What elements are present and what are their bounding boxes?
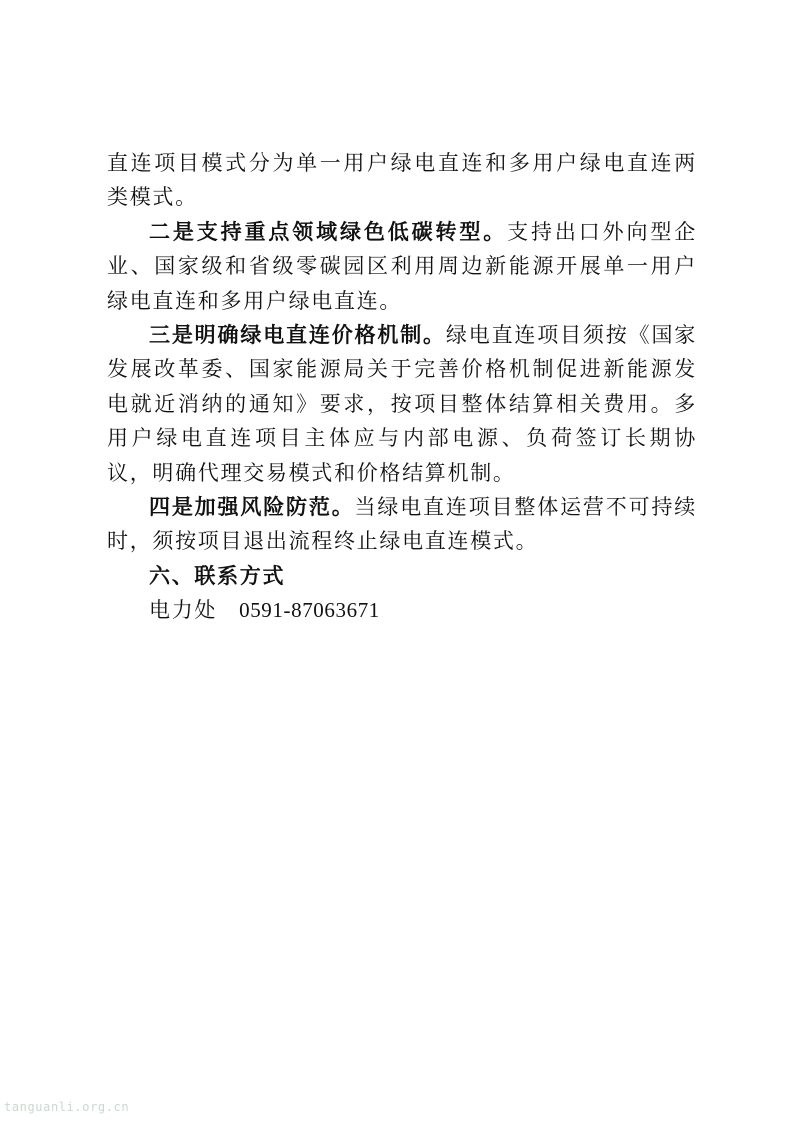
paragraph-lead: 四是加强风险防范。 [149, 494, 355, 520]
paragraph-text: 绿电直连项目须按《国家发展改革委、国家能源局关于完善价格机制促进新能源发电就近消纳的通知》要求，按项目整体结算相关费用。多用户绿电直连项目主体应与内部电源、负荷签订长期协议，明确代理交易模式和价格结算机制。 [107, 323, 697, 485]
contact-heading: 六、联系方式 [149, 562, 286, 588]
paragraph-lead: 二是支持重点领域绿色低碳转型。 [149, 218, 508, 244]
document-body [107, 146, 697, 628]
paragraph-continuation [107, 146, 697, 215]
paragraph-pricing-mechanism [107, 318, 697, 490]
paragraph-lead: 三是明确绿电直连价格机制。 [149, 322, 446, 348]
paragraph-risk-prevention [107, 490, 697, 559]
paragraph-text: 支持出口外向型企业、国家级和省级零碳园区利用周边新能源开展单一用户绿电直连和多用户绿电直连。 [107, 219, 697, 313]
paragraph-green-transition [107, 215, 697, 318]
site-watermark: tanguanli.org.cn [4, 1100, 130, 1114]
contact-department: 电力处 [149, 598, 218, 623]
contact-line [107, 593, 697, 627]
contact-phone: 0591-87063671 [239, 598, 380, 623]
paragraph-text: 当绿电直连项目整体运营不可持续时，须按项目退出流程终止绿电直连模式。 [107, 495, 697, 554]
paragraph-text: 直连项目模式分为单一用户绿电直连和多用户绿电直连两类模式。 [107, 151, 697, 210]
